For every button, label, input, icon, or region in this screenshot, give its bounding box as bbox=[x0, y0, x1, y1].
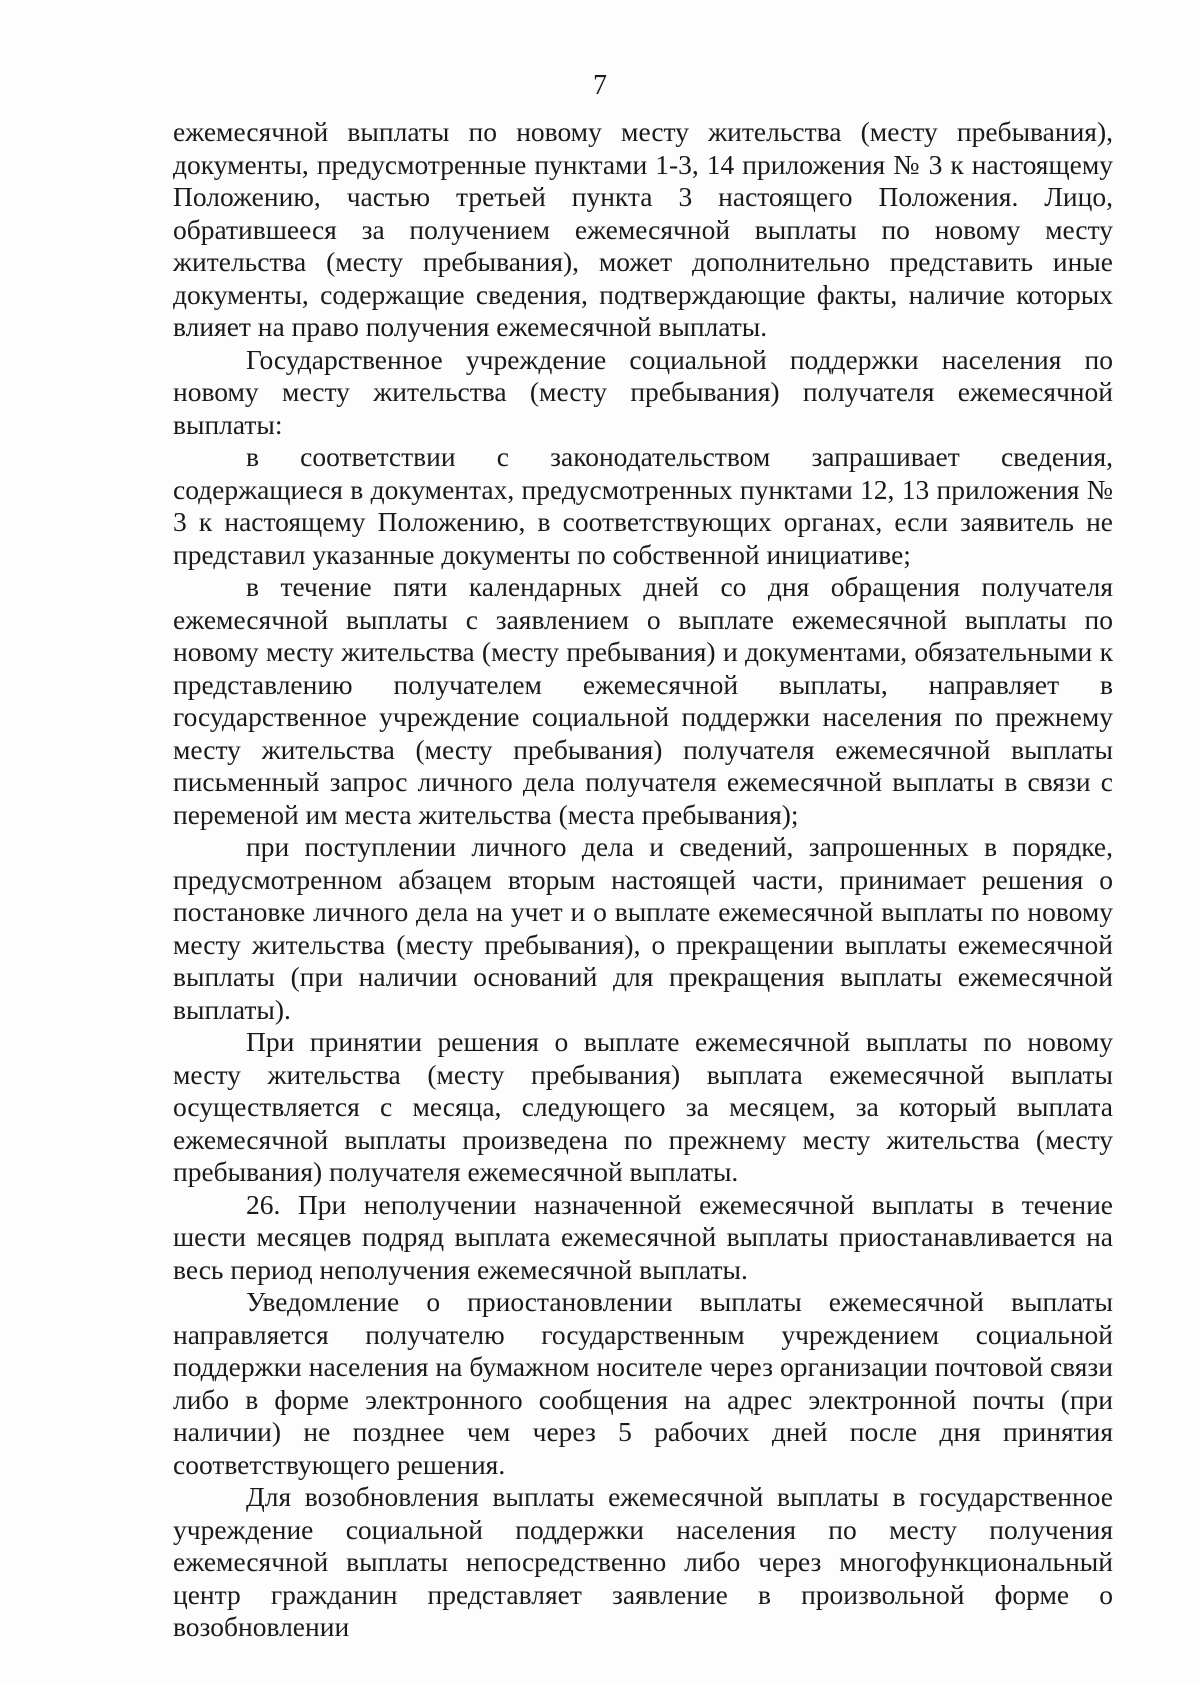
paragraph: Уведомление о приостановлении выплаты ежемесячной выплаты направляется получателю государственным учреждением социальной поддержки населения на бумажном носителе через организации почтовой связи либо в форме электронного сообщения на адрес электронной почты (при наличии) не позднее чем через 5 рабочих дней после дня принятия соответствующего решения. bbox=[173, 1286, 1113, 1480]
page-number: 7 bbox=[593, 70, 607, 101]
paragraph-continuation: ежемесячной выплаты по новому месту жительства (месту пребывания), документы, предусмотренные пунктами 1-3, 14 приложения № 3 к настоящему Положению, частью третьей пункта 3 настоящего Положения. Лицо, обратившееся за получением ежемесячной выплаты по новому месту жительства (месту пребывания), может дополнительно представить иные документы, содержащие сведения, подтверждающие факты, наличие которых влияет на право получения ежемесячной выплаты. bbox=[173, 116, 1113, 342]
paragraph: Для возобновления выплаты ежемесячной выплаты в государственное учреждение социальной поддержки населения по месту получения ежемесячной выплаты непосредственно либо через многофункциональный центр гражданин представляет заявление в произвольной форме о возобновлении bbox=[173, 1481, 1113, 1642]
document-body bbox=[173, 116, 1113, 1644]
paragraph-item-26: 26. При неполучении назначенной ежемесячной выплаты в течение шести месяцев подряд выплата ежемесячной выплаты приостанавливается на весь период неполучения ежемесячной выплаты. bbox=[173, 1188, 1113, 1285]
paragraph: в течение пяти календарных дней со дня обращения получателя ежемесячной выплаты с заявлением о выплате ежемесячной выплаты по новому месту жительства (месту пребывания) и документами, обязательными к представлению получателем ежемесячной выплаты, направляет в государственное учреждение социальной поддержки населения по прежнему месту жительства (месту пребывания) получателя ежемесячной выплаты письменный запрос личного дела получателя ежемесячной выплаты в связи с переменой им места жительства (места пребывания); bbox=[173, 571, 1113, 830]
paragraph: в соответствии с законодательством запрашивает сведения, содержащиеся в документах, предусмотренных пунктами 12, 13 приложения № 3 к настоящему Положению, в соответствующих органах, если заявитель не представил указанные документы по собственной инициативе; bbox=[173, 441, 1113, 570]
paragraph: Государственное учреждение социальной поддержки населения по новому месту жительства (месту пребывания) получателя ежемесячной выплаты: bbox=[173, 343, 1113, 440]
paragraph: При принятии решения о выплате ежемесячной выплаты по новому месту жительства (месту пребывания) выплата ежемесячной выплаты осуществляется с месяца, следующего за месяцем, за который выплата ежемесячной выплаты произведена по прежнему месту жительства (месту пребывания) получателя ежемесячной выплаты. bbox=[173, 1026, 1113, 1187]
paragraph: при поступлении личного дела и сведений, запрошенных в порядке, предусмотренном абзацем вторым настоящей части, принимает решения о постановке личного дела на учет и о выплате ежемесячной выплаты по новому месту жительства (месту пребывания), о прекращении выплаты ежемесячной выплаты (при наличии оснований для прекращения выплаты ежемесячной выплаты). bbox=[173, 831, 1113, 1025]
